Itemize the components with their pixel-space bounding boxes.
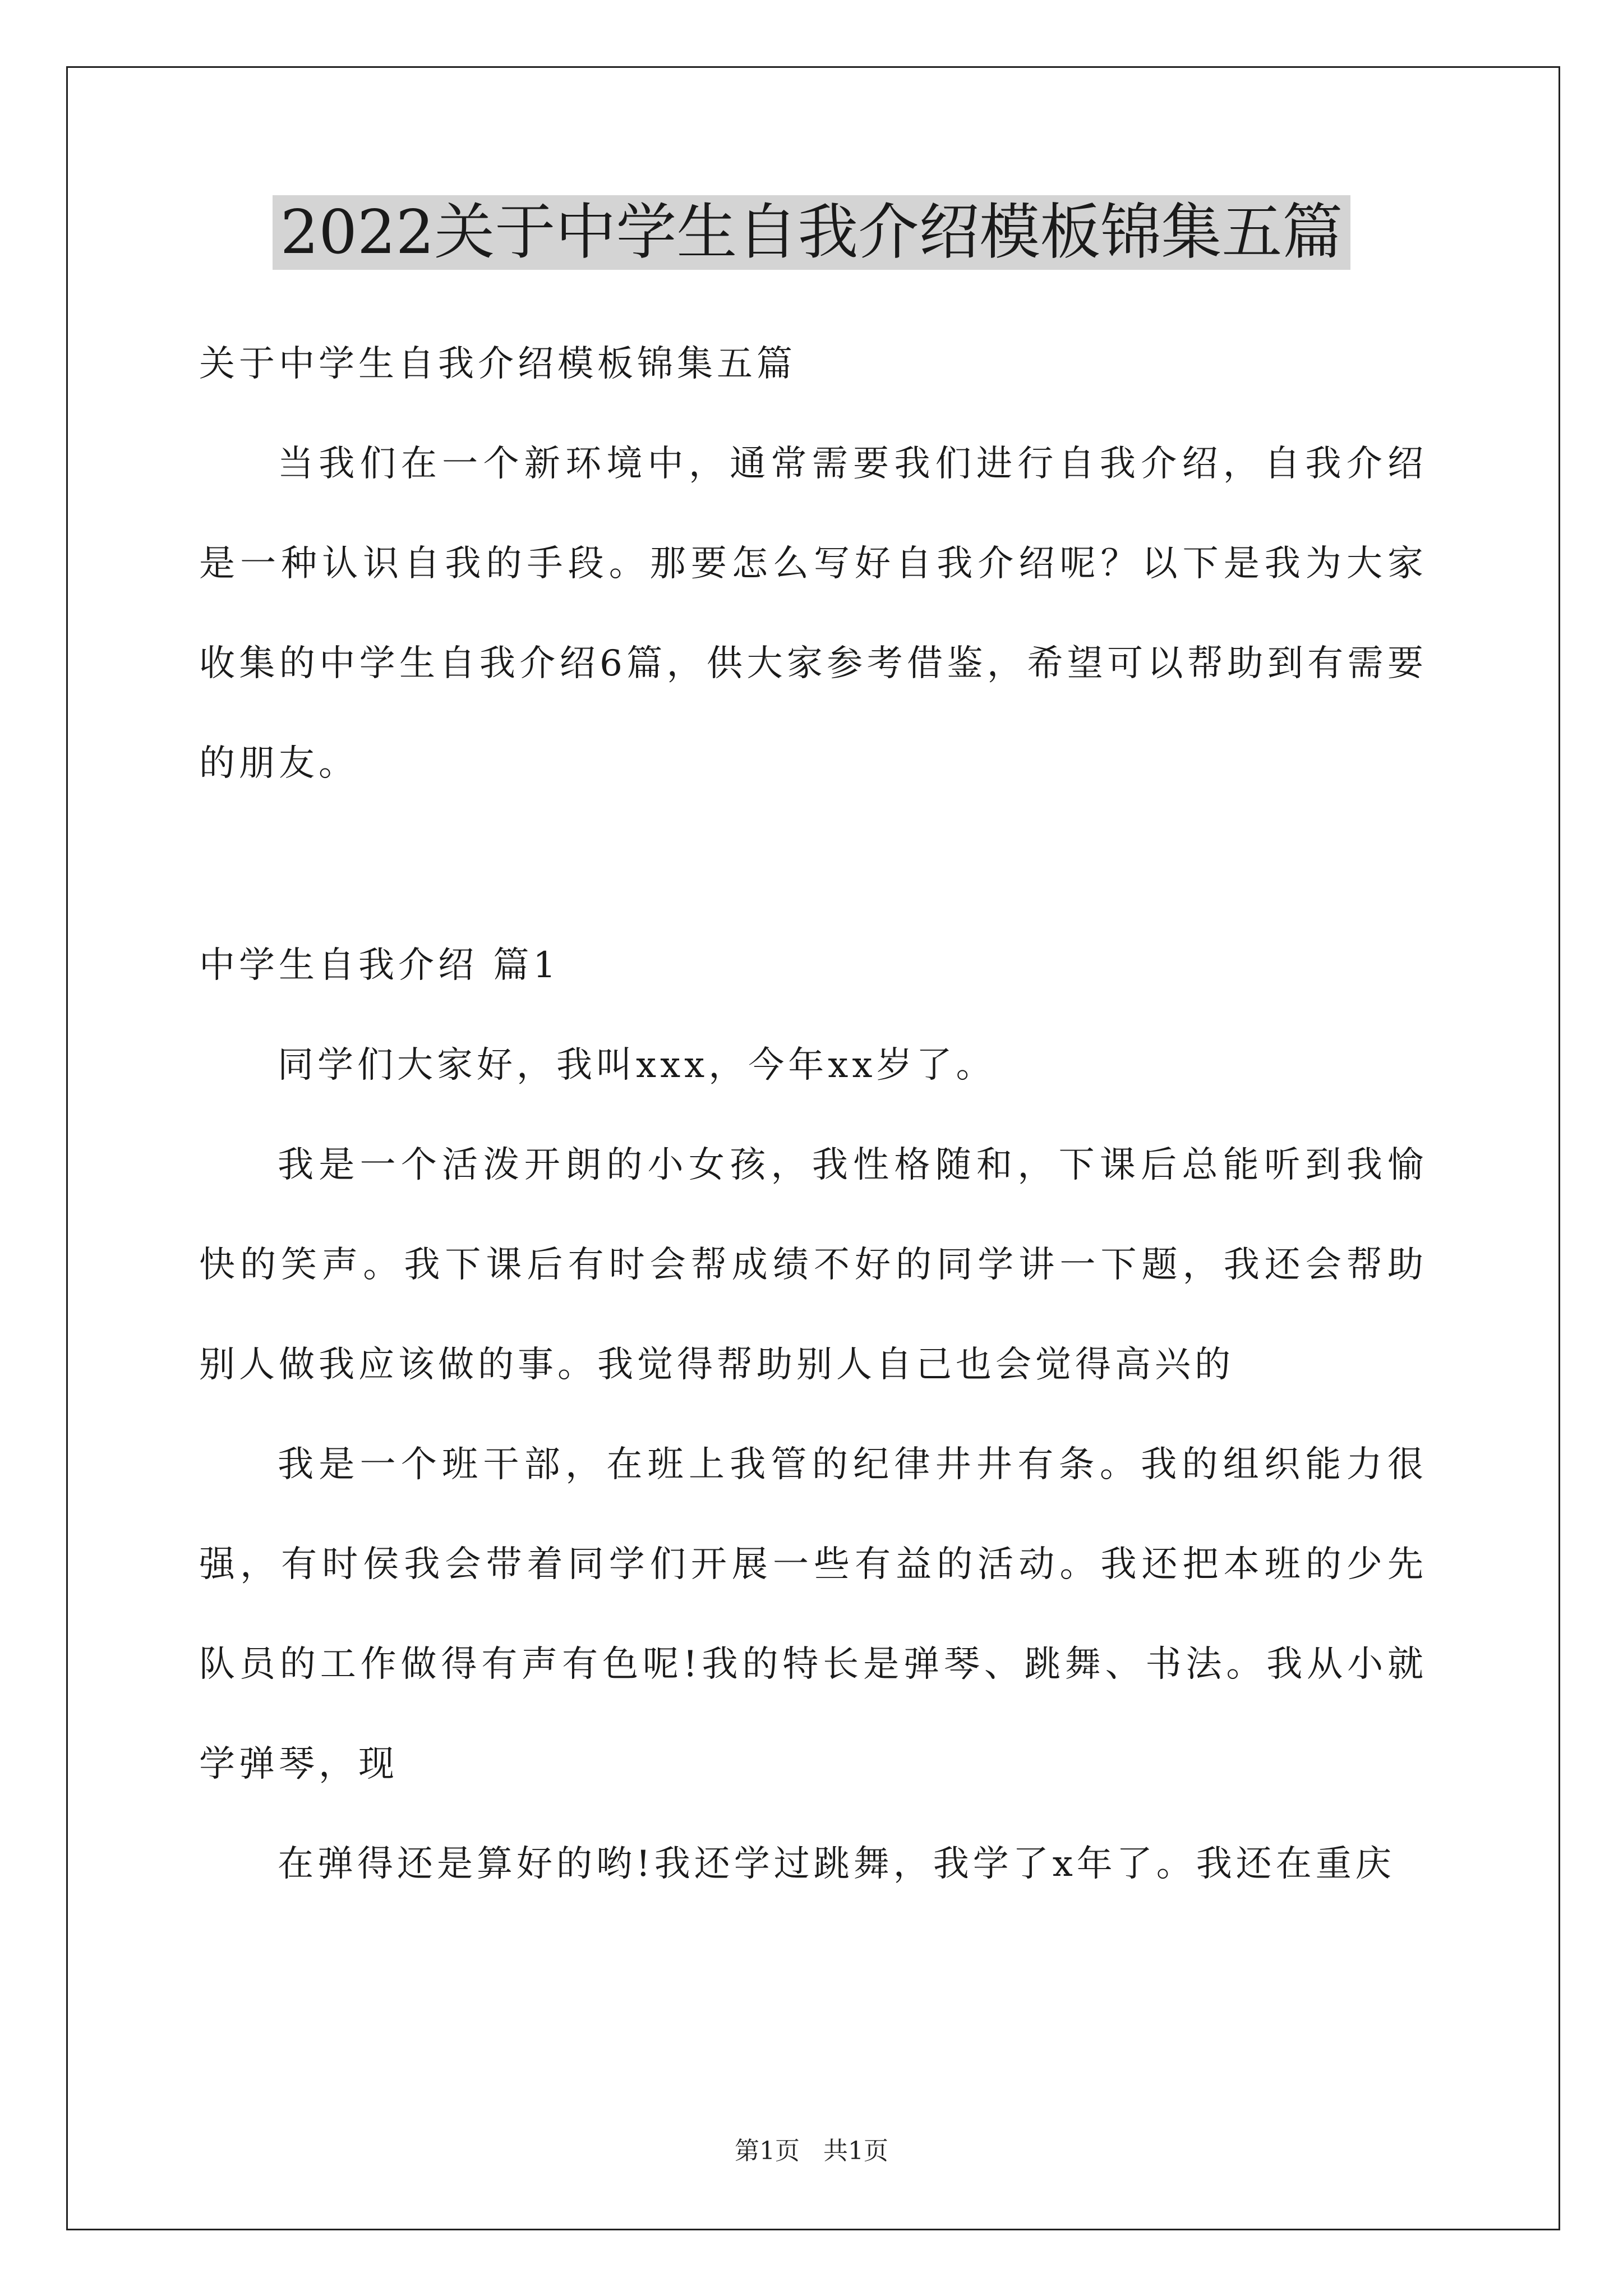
document-title xyxy=(0,194,1623,272)
document-body xyxy=(199,314,1427,1914)
section-heading: 中学生自我介绍 篇1 xyxy=(199,945,560,986)
document-title-text: 2022关于中学生自我介绍模板锦集五篇 xyxy=(273,195,1351,270)
body-paragraph: 同学们大家好，我叫xxx，今年xx岁了。 xyxy=(278,1045,996,1086)
intro-paragraph: 当我们在一个新环境中，通常需要我们进行自我介绍，自我介绍是一种认识自我的手段。那要怎么写好自我介绍呢？以下是我为大家收集的中学生自我介绍6篇，供大家参考借鉴，希望可以帮助到有需要的朋友。 xyxy=(199,443,1427,784)
body-paragraph: 我是一个班干部，在班上我管的纪律井井有条。我的组织能力很强，有时侯我会带着同学们开展一些有益的活动。我还把本班的少先队员的工作做得有声有色呢!我的特长是弹琴、跳舞、书法。我从小就学弹琴，现 xyxy=(199,1444,1427,1785)
body-paragraph: 我是一个活泼开朗的小女孩，我性格随和，下课后总能听到我愉快的笑声。我下课后有时会帮成绩不好的同学讲一下题，我还会帮助别人做我应该做的事。我觉得帮助别人自己也会觉得高兴的 xyxy=(199,1144,1427,1386)
page-footer: 第1页 共1页 xyxy=(735,2137,888,2165)
body-paragraph: 在弹得还是算好的哟!我还学过跳舞，我学了x年了。我还在重庆 xyxy=(278,1843,1395,1885)
subtitle-paragraph: 关于中学生自我介绍模板锦集五篇 xyxy=(199,343,796,385)
